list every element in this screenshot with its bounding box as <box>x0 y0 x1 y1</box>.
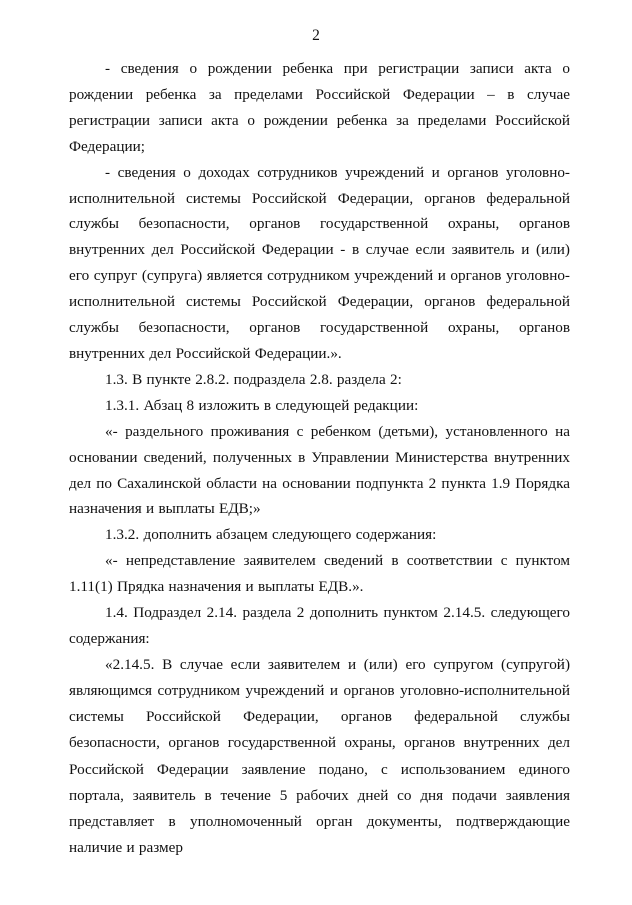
paragraph-separate-residence: «- раздельного проживания с ребенком (детьми), установленного на основании сведений, полученных в Управлении Министерства внутренних дел по Сахалинской области на основании подпункта 2 пункта 1.9 Порядка назначения и выплаты ЕДВ;» <box>69 422 570 518</box>
paragraph-item-1-3-1: 1.3.1. Абзац 8 изложить в следующей редакции: <box>105 396 419 414</box>
paragraph-income-records: - сведения о доходах сотрудников учреждений и органов уголовно-исполнительной системы Российской Федерации, органов федеральной службы безопасности, органов государственной охраны, органов внутренних дел Российской Федерации - в случае если заявитель и (или) его супруг (супруга) является сотрудником учреждений и органов уголовно-исполнительной системы Российской Федерации, органов федеральной службы безопасности, органов государственной охраны, органов внутренних дел Российской Федерации.». <box>69 163 570 362</box>
paragraph-item-1-3: 1.3. В пункте 2.8.2. подраздела 2.8. раздела 2: <box>105 370 402 388</box>
paragraph-item-2-14-5: «2.14.5. В случае если заявителем и (или) его супругом (супругой) являющимся сотрудником учреждений и органов уголовно-исполнительной системы Российской Федерации, органов федеральной службы безопасности, органов государственной охраны, органов внутренних дел Российской Федерации заявление подано, с использованием единого портала, заявитель в течение 5 рабочих дней со дня подачи заявления представляет в уполномоченный орган документы, подтверждающие наличие и размер <box>69 655 570 857</box>
paragraph-item-1-3-2: 1.3.2. дополнить абзацем следующего содержания: <box>105 526 437 544</box>
paragraph-birth-records: - сведения о рождении ребенка при регистрации записи акта о рождении ребенка за пределами Российской Федерации – в случае регистрации записи акта о рождении ребенка за пределами Российской Федерации; <box>69 60 570 155</box>
page-number: 2 <box>312 27 320 44</box>
paragraph-item-1-4: 1.4. Подраздел 2.14. раздела 2 дополнить пунктом 2.14.5. следующего содержания: <box>69 604 570 647</box>
document-body <box>69 56 570 861</box>
paragraph-non-submission: «- непредставление заявителем сведений в соответствии с пунктом 1.11(1) Прядка назначения и выплаты ЕДВ.». <box>69 552 570 596</box>
